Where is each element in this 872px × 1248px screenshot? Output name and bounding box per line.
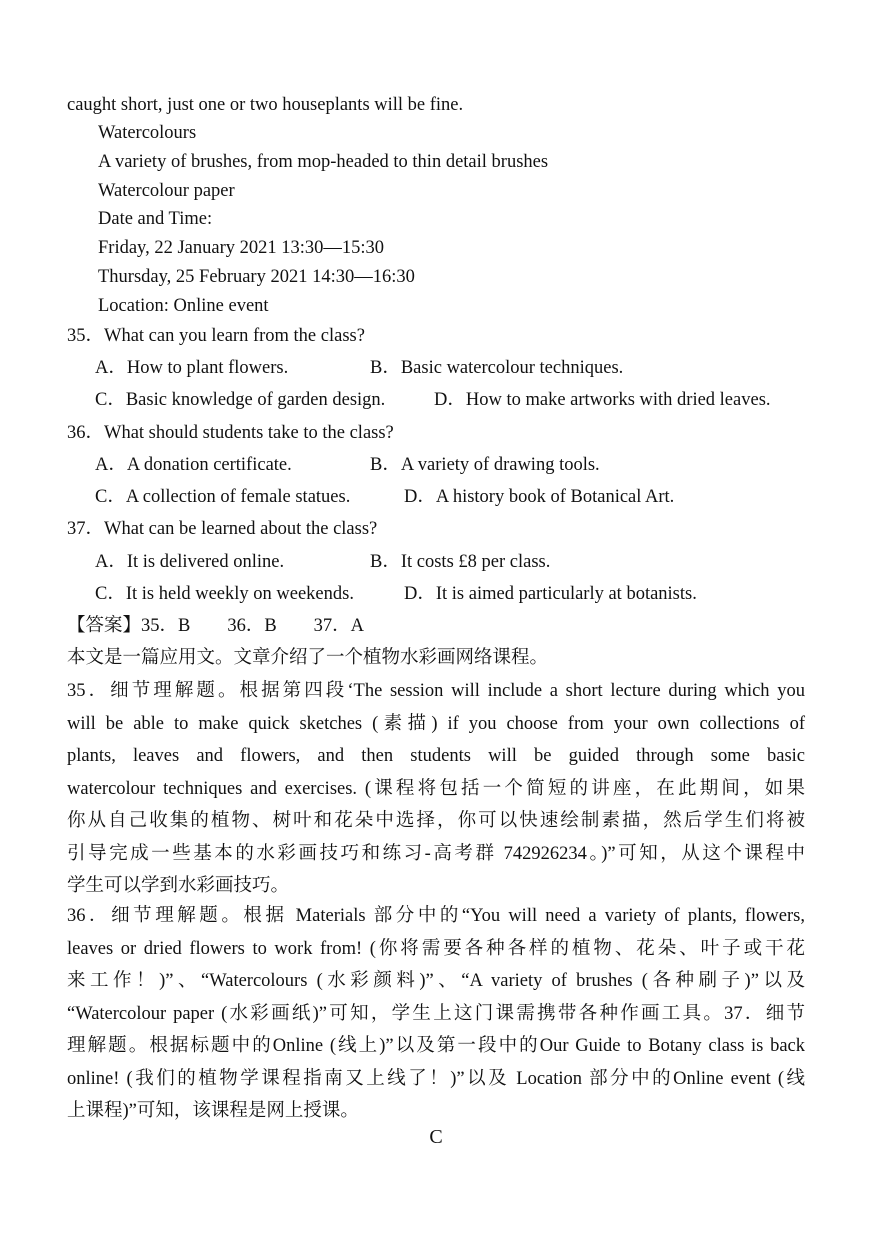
intro-line: Thursday, 25 February 2021 14:30—16:30 <box>98 267 415 287</box>
explanation-line: 引导完成一些基本的水彩画技巧和练习-高考群 742926234。)”可知，从这个课程中 <box>67 843 805 864</box>
explanation-line: “Watercolour paper (水彩画纸)”可知，学生上这门课需携带各种作画工具。37．细节 <box>67 1003 805 1024</box>
question-stem: 35．What can you learn from the class? <box>67 326 365 346</box>
summary-line: 本文是一篇应用文。文章介绍了一个植物水彩画网络课程。 <box>67 648 549 668</box>
explanation-line: 学生可以学到水彩画技巧。 <box>67 876 290 896</box>
explanation-line: 理解题。根据标题中的Online (线上)”以及第一段中的Our Guide to Botany class is back <box>67 1036 805 1056</box>
option-a: A．It is delivered online. <box>95 552 285 572</box>
explanation-line: 你从自己收集的植物、树叶和花朵中选择，你可以快速绘制素描，然后学生们将被 <box>67 811 805 831</box>
option-c: C．Basic knowledge of garden design. <box>95 390 386 410</box>
explanation-line: 35．细节理解题。根据第四段‘The session will include a short lecture during which you <box>67 681 805 701</box>
intro-line: Location: Online event <box>98 296 269 316</box>
option-d: D．A history book of Botanical Art. <box>404 487 675 507</box>
intro-line: Friday, 22 January 2021 13:30—15:30 <box>98 238 385 258</box>
explanation-line: 36．细节理解题。根据 Materials 部分中的“You will need a variety of plants, flowers, <box>67 906 805 926</box>
option-c: C．A collection of female statues. <box>95 487 351 507</box>
answer-key: 【答案】35．B 36．B 37．A <box>67 616 365 636</box>
option-b: B．Basic watercolour techniques. <box>370 358 624 378</box>
footer-letter: C <box>429 1126 443 1148</box>
explanation-line: 上课程)”可知，该课程是网上授课。 <box>67 1101 359 1121</box>
explanation-35 <box>67 675 805 903</box>
intro-line: A variety of brushes, from mop-headed to thin detail brushes <box>98 152 549 172</box>
option-a: A．A donation certificate. <box>95 455 292 475</box>
question-stem: 37．What can be learned about the class? <box>67 519 378 539</box>
explanation-line: leaves or dried flowers to work from! (你将需要各种各样的植物、花朵、叶子或干花 <box>67 938 805 959</box>
explanation-line: watercolour techniques and exercises. (课程将包括一个简短的讲座，在此期间，如果 <box>67 778 805 799</box>
option-b: B．A variety of drawing tools. <box>370 455 600 475</box>
explanation-line: 来工作！)”、“Watercolours (水彩颜料)”、“A variety of brushes (各种刷子)”以及 <box>67 971 805 991</box>
option-d: D．How to make artworks with dried leaves. <box>434 390 771 410</box>
intro-line: Watercolours <box>98 123 197 143</box>
question-stem: 36．What should students take to the class? <box>67 423 394 443</box>
explanation-line: will be able to make quick sketches (素描) if you choose from your own collections of <box>67 713 805 734</box>
option-d: D．It is aimed particularly at botanists. <box>404 584 697 604</box>
option-b: B．It costs £8 per class. <box>370 552 551 572</box>
explanation-36-37 <box>67 900 805 1128</box>
option-c: C．It is held weekly on weekends. <box>95 584 354 604</box>
intro-line: Date and Time: <box>98 209 213 229</box>
option-a: A．How to plant flowers. <box>95 358 289 378</box>
intro-line: caught short, just one or two houseplants will be fine. <box>67 95 464 115</box>
intro-line: Watercolour paper <box>98 181 235 201</box>
explanation-line: plants, leaves and flowers, and then students will be guided through some basic <box>67 746 805 766</box>
explanation-line: online! (我们的植物学课程指南又上线了！)”以及 Location 部分中的Online event (线 <box>67 1068 805 1089</box>
